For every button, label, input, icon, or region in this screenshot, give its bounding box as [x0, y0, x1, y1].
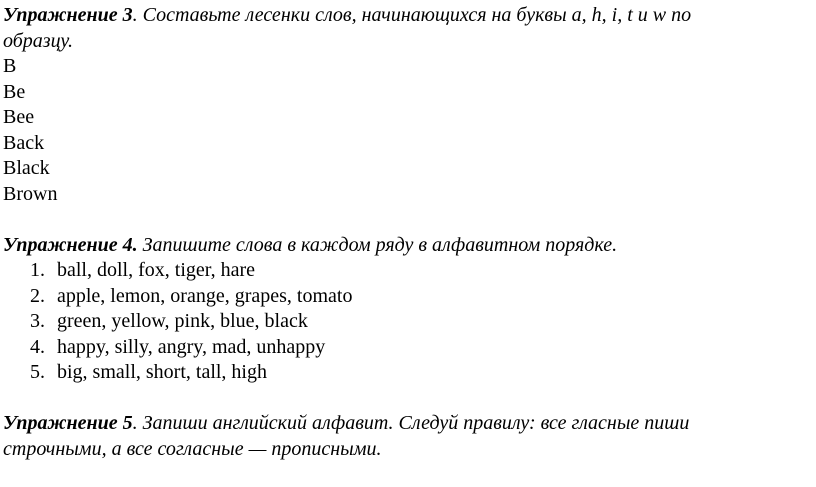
- exercise-5-text-line1: . Запиши английский алфавит. Следуй правилу: все гласные пиши: [132, 412, 690, 434]
- ladder-word: Be: [3, 80, 26, 103]
- exercise-3-heading: Упражнение 3: [3, 4, 133, 26]
- exercise-5-text-line2: строчными, а все согласные — прописными.: [3, 437, 382, 460]
- exercise-3-text-line2: образцу.: [3, 29, 73, 52]
- list-number: 3.: [30, 310, 45, 332]
- list-item: [3, 360, 813, 386]
- spacer: [3, 386, 813, 412]
- list-text: big, small, short, tall, high: [57, 361, 267, 383]
- exercise-4-heading: Упражнение 4.: [3, 233, 138, 256]
- document-page: [3, 3, 813, 462]
- exercise-3-text-line1: . Составьте лесенки слов, начинающихся на буквы a, h, i, t и w по: [132, 4, 692, 26]
- ladder-word: Back: [3, 131, 45, 154]
- list-number: 4.: [30, 335, 45, 358]
- list-item: [3, 284, 813, 310]
- list-number: 5.: [30, 361, 45, 383]
- exercise-4-task: [3, 233, 813, 259]
- list-number: 2.: [30, 284, 45, 307]
- list-number: 1.: [30, 259, 45, 281]
- ladder-word: Black: [3, 157, 50, 179]
- list-text: apple, lemon, orange, grapes, tomato: [57, 284, 353, 307]
- word-ladder: [3, 54, 813, 207]
- exercise-5-task: [3, 411, 813, 462]
- exercise-5-heading: Упражнение 5: [3, 412, 133, 434]
- list-text: green, yellow, pink, blue, black: [57, 310, 308, 332]
- word-list: [3, 258, 813, 386]
- ladder-word: Bee: [3, 106, 35, 128]
- exercise-3-task: [3, 3, 813, 54]
- ladder-word: B: [3, 55, 17, 77]
- ladder-word: Brown: [3, 182, 58, 205]
- list-item: [3, 258, 813, 284]
- list-text: happy, silly, angry, mad, unhappy: [57, 335, 326, 358]
- spacer: [3, 207, 813, 233]
- list-item: [3, 335, 813, 361]
- exercise-4-text: Запишите слова в каждом ряду в алфавитном порядке.: [137, 233, 618, 256]
- list-item: [3, 309, 813, 335]
- list-text: ball, doll, fox, tiger, hare: [57, 259, 256, 281]
